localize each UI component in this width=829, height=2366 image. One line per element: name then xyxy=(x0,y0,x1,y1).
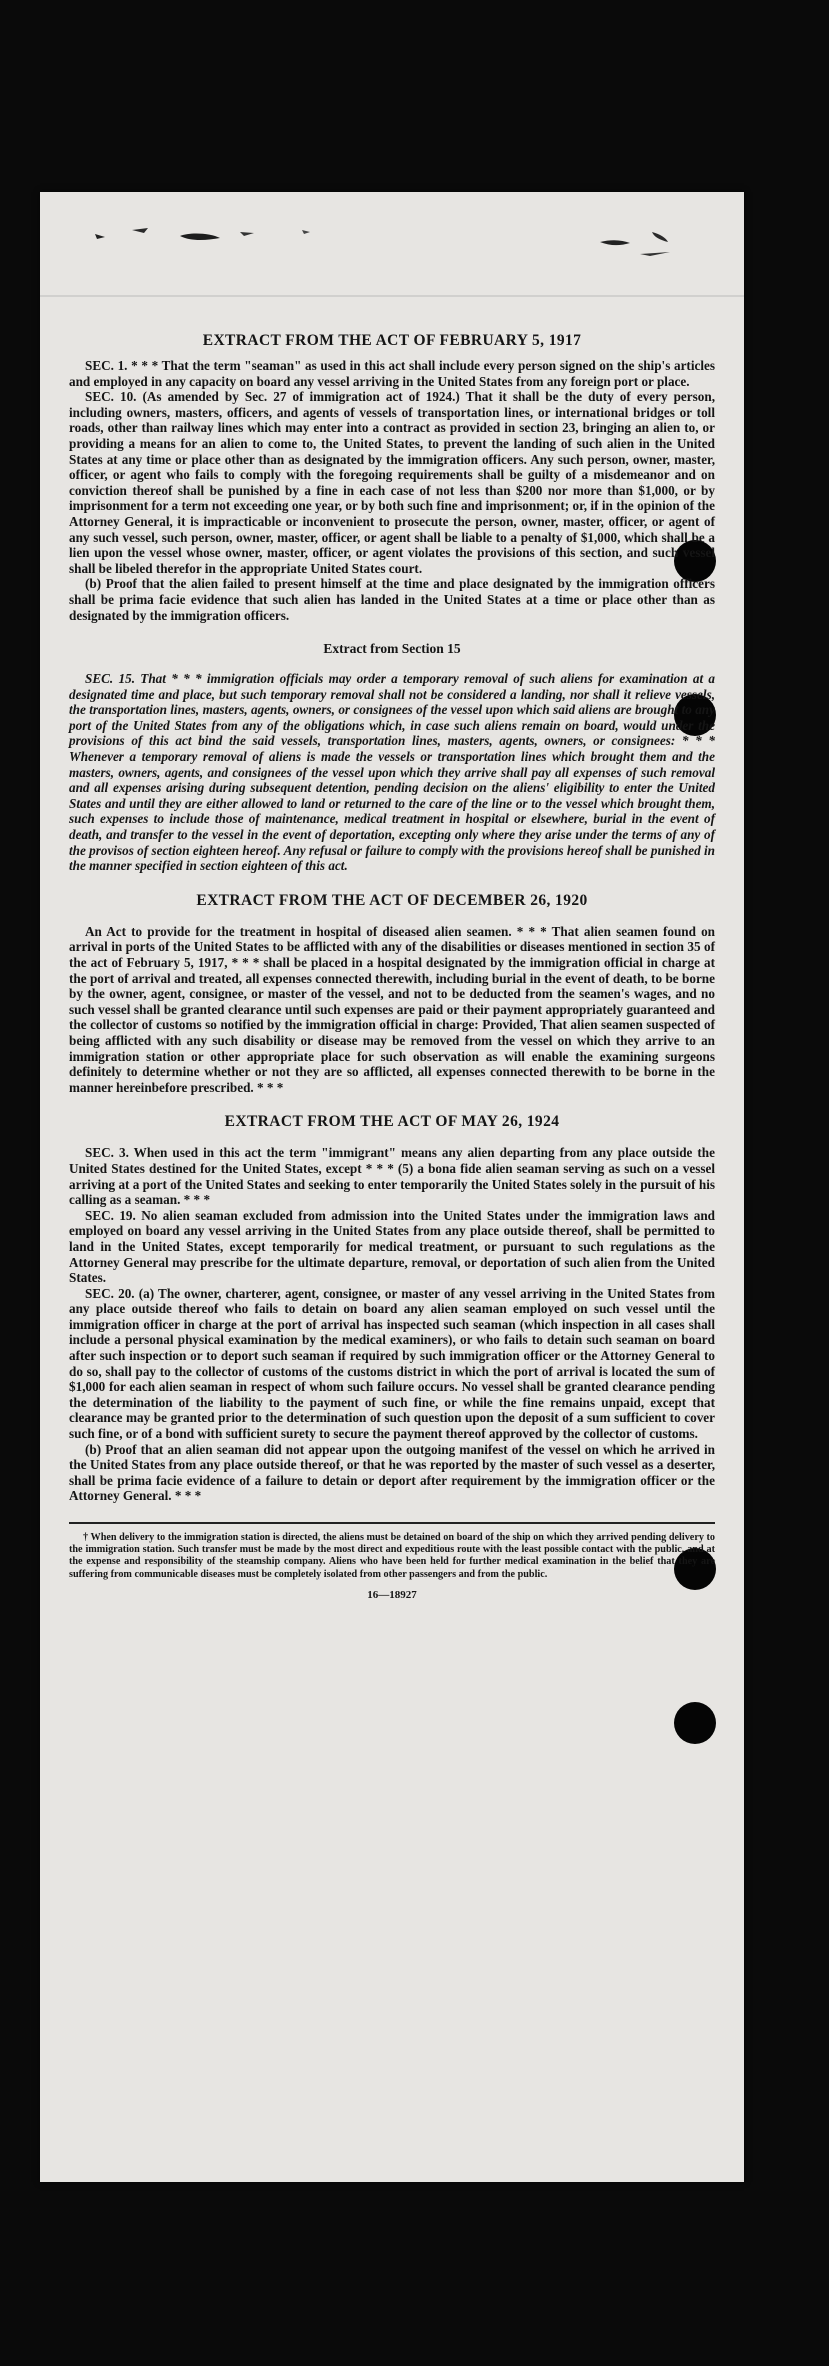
paragraph-sec-20: SEC. 20. (a) The owner, charterer, agent, consignee, or master of any vessel arriving in the United States from any place outside thereof who fails to detain on board any alien seaman employed on such vessel until the immigration officer in charge at the port of arrival has inspected such seaman (which inspection in all cases shall include a personal physical examination by the medical examiners), or who fails to detain such seaman on board after such inspection or to deport such seaman if required by such immigration officer or the Attorney General to do so, shall pay to the collector of customs of the customs district in which the port of arrival is located the sum of $1,000 for each alien seaman in respect of whom such failure occurs. No vessel shall be granted clearance pending the determination of the liability to the payment of such fine, or while the fine remains unpaid, except that clearance may be granted prior to the determination of such question upon the deposit of a sum sufficient to cover such fine, or of a bond with sufficient surety to secure the payment thereof approved by the collector of customs. xyxy=(69,1285,715,1442)
document-body xyxy=(69,332,715,1601)
heading-act-may-1924: EXTRACT FROM THE ACT OF MAY 26, 1924 xyxy=(224,1113,560,1131)
paragraph-sec-20-b: (b) Proof that an alien seaman did not appear upon the outgoing manifest of the vessel on which he arrived in the United States from any place outside thereof, or that he was reported by the master of such vessel as a deserter, shall be prima facie evidence of a failure to detain or deport after requirement by the immigration officer or the Attorney General. * * * xyxy=(69,1441,715,1504)
paragraph-act-1920: An Act to provide for the treatment in hospital of diseased alien seamen. * * * That alien seamen found on arrival in ports of the United States to be afflicted with any of the disabilities or diseases mentioned in section 35 of the act of February 5, 1917, * * * shall be placed in a hospital designated by the immigration official in charge at the port of arrival and treated, all expenses connected therewith, including burial in the event of death, to be borne by the owner, agent, consignee, or master of the vessel, and not to be deducted from the seamen's wages, and no such vessel shall be granted clearance until such expenses are paid or their payment appropriately guaranteed and the collector of customs so notified by the immigration official in charge: Provided, That alien seamen suspected of being afflicted with any such disability or disease may be removed from the vessel on which they arrive to an immigration station or other appropriate place for such observation as will enable the examining surgeons definitely to determine whether or not they are so afflicted, all expenses connected therewith to be borne in the manner hereinbefore prescribed. * * * xyxy=(69,923,715,1095)
form-number: 16—18927 xyxy=(367,1589,417,1602)
heading-act-feb-1917: EXTRACT FROM THE ACT OF FEBRUARY 5, 1917 xyxy=(202,332,582,349)
paragraph-sec-19: SEC. 19. No alien seaman excluded from admission into the United States under the immigration laws and employed on board any vessel arriving in the United States from any place outside thereof, shall be permitted to land in the United States, except temporarily for medical treatment, or pursuant to such regulations as the Attorney General may prescribe for the ultimate departure, removal, or deportation of such alien from the United States. xyxy=(69,1207,715,1286)
paragraph-sec-3: SEC. 3. When used in this act the term "immigrant" means any alien departing from any place outside the United States destined for the United States, except * * * (5) a bona fide alien seaman serving as such on a vessel arriving at a port of the United States and seeking to enter temporarily the United States solely in the pursuit of his calling as a seaman. * * * xyxy=(69,1145,715,1208)
heading-act-dec-1920: EXTRACT FROM THE ACT OF DECEMBER 26, 1920 xyxy=(196,891,588,909)
heading-section-15: Extract from Section 15 xyxy=(323,641,461,657)
ink-smudges xyxy=(40,192,744,312)
punch-hole xyxy=(674,1702,716,1744)
paragraph-sec-1: SEC. 1. * * * That the term "seaman" as used in this act shall include every person signed on the ship's articles and employed in any capacity on board any vessel arriving in the United States from any foreign port or place. xyxy=(69,358,715,389)
paragraph-sec-15: SEC. 15. That * * * immigration officials may order a temporary removal of such aliens for examination at a designated time and place, but such temporary removal shall not be considered a landing, nor shall it relieve vessels, the transportation lines, masters, agents, owners, or consignees of the vessel upon which said aliens are brought to any port of the United States from any of the obligations which, in case such aliens remain on board, would under the provisions of this act bind the said vessels, transportation lines, masters, agents, owners, or consignees: * * * Whenever a temporary removal of aliens is made the vessels or transportation lines which brought them and the masters, owners, agents, and consignees of the vessel upon which they arrive shall pay all expenses of such removal and all expenses arising during subsequent detention, pending decision on the aliens' eligibility to enter the United States and until they are either allowed to land or returned to the care of the line or to the vessel which brought them, such expenses to include those of maintenance, medical treatment in hospital or elsewhere, burial in the event of death, and transfer to the vessel in the event of deportation, excepting only where they arise under the terms of any of the provisos of section eighteen hereof. Any refusal or failure to comply with the provisions hereof shall be punished in the manner specified in section eighteen of this act. xyxy=(69,671,715,874)
paragraph-sec-10: SEC. 10. (As amended by Sec. 27 of immigration act of 1924.) That it shall be the duty of every person, including owners, masters, officers, and agents of vessels of transportation lines, or international bridges or toll roads, other than railway lines which may enter into a contract as provided in section 23, bringing an alien to, or providing a means for an alien to come to, the United States, to prevent the landing of such alien in the United States at any time or place other than as designated by the immigration officers. Any such person, owner, master, officer, or agent who fails to comply with the foregoing requirements shall be guilty of a misdemeanor and on conviction thereof shall be punished by a fine in each case of not less than $200 nor more than $1,000, or by imprisonment for a term not exceeding one year, or by both such fine and imprisonment; or, if in the opinion of the Attorney General, it is impracticable or inconvenient to prosecute the person, owner, master, officer, or agent of any such vessel, such person, owner, master, officer, or agent shall be liable to a penalty of $1,000, which shall be a lien upon the vessel whose owner, master, officer, or agent violates the provisions of this section, and such vessel shall be libeled therefor in the appropriate United States court. xyxy=(69,389,715,576)
paragraph-sec-10-b: (b) Proof that the alien failed to present himself at the time and place designated by the immigration officers shall be prima facie evidence that such alien has landed in the United States at a time or place other than as designated by the immigration officers. xyxy=(69,576,715,623)
footnote: † When delivery to the immigration station is directed, the aliens must be detained on board of the ship on which they arrived pending delivery to the immigration station. Such transfer must be made by the most direct and expeditious route with the least possible contact with the public, and at the expense and responsibility of the steamship company. Aliens who have been held for further medical examination in the belief that they are suffering from communicable diseases must be completely isolated from other passengers and from the public. xyxy=(69,1531,715,1580)
document-page xyxy=(40,192,744,2182)
